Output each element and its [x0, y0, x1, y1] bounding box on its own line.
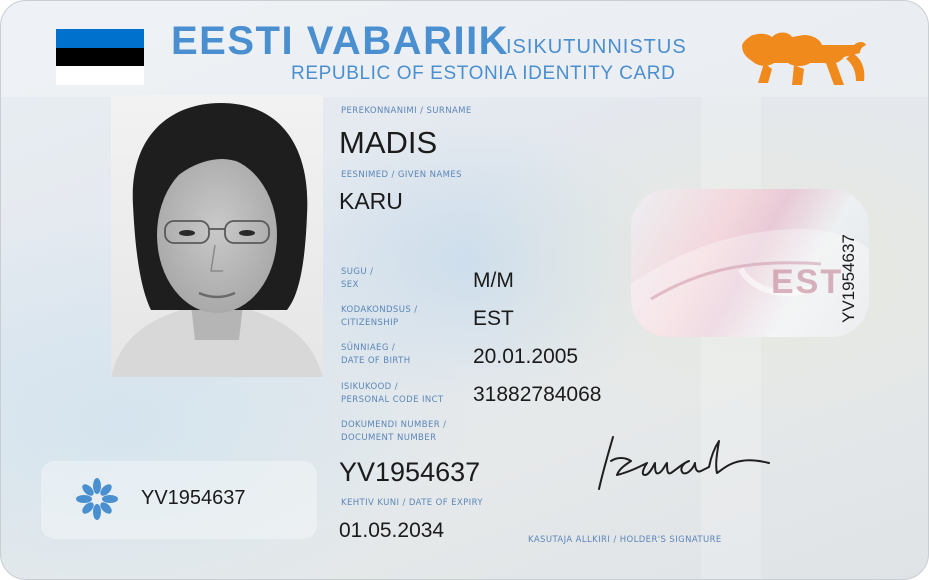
hologram-text: EST	[771, 263, 844, 301]
expiry-value: 01.05.2034	[339, 519, 445, 542]
surname-label: PEREKONNANIMI / SURNAME	[341, 106, 472, 116]
given-names-label: EESNIMED / GIVEN NAMES	[341, 170, 462, 180]
mini-document-number: YV1954637	[141, 487, 246, 509]
sex-label: SUGU / SEX	[341, 267, 374, 290]
signature-label: KASUTAJA ALLKIRI / HOLDER'S SIGNATURE	[528, 535, 722, 545]
coat-of-arms-icon	[734, 23, 874, 93]
card-title: EESTI VABARIIK	[171, 19, 510, 63]
security-band	[701, 97, 761, 580]
citizenship-label: KODAKONDSUS / CITIZENSHIP	[341, 305, 418, 328]
holder-photo	[111, 95, 323, 377]
document-number-value: YV1954637	[339, 457, 481, 487]
expiry-label: KEHTIV KUNI / DATE OF EXPIRY	[341, 498, 483, 508]
given-names-value: KARU	[339, 188, 403, 214]
holder-signature	[591, 431, 781, 495]
dob-value: 20.01.2005	[473, 345, 579, 368]
dob-label: SÜNNIAEG / DATE OF BIRTH	[341, 343, 411, 366]
flag-icon	[56, 29, 144, 85]
personal-code-label: ISIKUKOOD / PERSONAL CODE INCT	[341, 382, 444, 405]
card-subtitle: ISIKUTUNNISTUS	[506, 36, 687, 58]
sex-value: M/M	[473, 269, 514, 292]
personal-code-value: 31882784068	[473, 383, 602, 406]
citizenship-value: EST	[473, 307, 514, 330]
document-number-label: DOKUMENDI NUMBER / DOCUMENT NUMBER	[341, 420, 447, 443]
vertical-document-number: YV1954637	[839, 234, 858, 323]
flower-icon	[76, 478, 118, 520]
card-title-english: REPUBLIC OF ESTONIA IDENTITY CARD	[291, 63, 676, 84]
surname-value: MADIS	[339, 125, 438, 160]
